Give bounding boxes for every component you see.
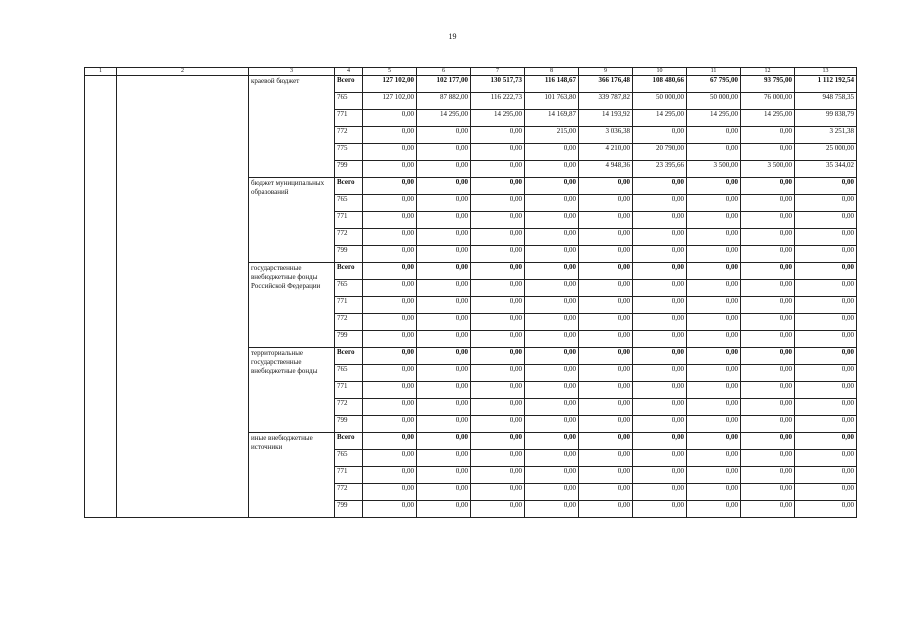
table-row-total <box>85 76 857 93</box>
value-cell: 0,00 <box>741 331 795 348</box>
value-cell: 0,00 <box>633 365 687 382</box>
value-cell: 0,00 <box>795 433 857 450</box>
value-cell: 0,00 <box>687 433 741 450</box>
value-cell: 0,00 <box>687 178 741 195</box>
value-cell: 0,00 <box>633 331 687 348</box>
value-cell: 50 000,00 <box>633 93 687 110</box>
value-cell: 0,00 <box>579 450 633 467</box>
value-cell: 0,00 <box>795 501 857 518</box>
value-cell: 0,00 <box>633 178 687 195</box>
column-header: 1 <box>85 68 117 76</box>
value-cell: 0,00 <box>579 246 633 263</box>
value-cell: 0,00 <box>633 348 687 365</box>
value-cell: 0,00 <box>579 229 633 246</box>
value-cell: 0,00 <box>471 246 525 263</box>
row-code: 799 <box>335 246 363 263</box>
value-cell: 0,00 <box>741 178 795 195</box>
value-cell: 14 295,00 <box>741 110 795 127</box>
value-cell: 0,00 <box>687 280 741 297</box>
value-cell: 0,00 <box>471 365 525 382</box>
funding-source: территориальные государственные внебюджетные фонды <box>249 348 335 433</box>
value-cell: 0,00 <box>633 246 687 263</box>
value-cell: 0,00 <box>579 297 633 314</box>
value-cell: 0,00 <box>687 297 741 314</box>
value-cell: 0,00 <box>417 144 471 161</box>
value-cell: 0,00 <box>471 416 525 433</box>
value-cell: 0,00 <box>741 416 795 433</box>
value-cell: 0,00 <box>417 178 471 195</box>
row-code: 765 <box>335 280 363 297</box>
value-cell: 0,00 <box>687 450 741 467</box>
row-code: 765 <box>335 195 363 212</box>
value-cell: 0,00 <box>417 501 471 518</box>
value-cell: 0,00 <box>741 382 795 399</box>
value-cell: 23 395,66 <box>633 161 687 178</box>
value-cell: 0,00 <box>633 297 687 314</box>
row-code: 772 <box>335 127 363 144</box>
value-cell: 0,00 <box>579 501 633 518</box>
column-header: 8 <box>525 68 579 76</box>
value-cell: 108 480,66 <box>633 76 687 93</box>
value-cell: 0,00 <box>525 229 579 246</box>
value-cell: 0,00 <box>741 484 795 501</box>
row-code: 772 <box>335 399 363 416</box>
value-cell: 0,00 <box>579 212 633 229</box>
value-cell: 0,00 <box>363 195 417 212</box>
value-cell: 0,00 <box>795 416 857 433</box>
value-cell: 0,00 <box>363 161 417 178</box>
value-cell: 0,00 <box>417 467 471 484</box>
row-code: 799 <box>335 416 363 433</box>
column-header: 7 <box>471 68 525 76</box>
value-cell: 93 795,00 <box>741 76 795 93</box>
value-cell: 116 222,73 <box>471 93 525 110</box>
value-cell: 0,00 <box>795 178 857 195</box>
value-cell: 0,00 <box>741 399 795 416</box>
value-cell: 0,00 <box>525 246 579 263</box>
value-cell: 0,00 <box>633 229 687 246</box>
value-cell: 0,00 <box>525 144 579 161</box>
value-cell: 0,00 <box>417 433 471 450</box>
value-cell: 0,00 <box>525 178 579 195</box>
value-cell: 67 795,00 <box>687 76 741 93</box>
value-cell: 0,00 <box>417 127 471 144</box>
row-code: 772 <box>335 229 363 246</box>
funding-source: иные внебюджетные источники <box>249 433 335 518</box>
value-cell: 0,00 <box>471 229 525 246</box>
value-cell: 0,00 <box>687 314 741 331</box>
row-code: 765 <box>335 365 363 382</box>
value-cell: 0,00 <box>525 365 579 382</box>
value-cell: 14 295,00 <box>687 110 741 127</box>
value-cell: 0,00 <box>525 484 579 501</box>
value-cell: 0,00 <box>363 416 417 433</box>
value-cell: 0,00 <box>471 450 525 467</box>
value-cell: 0,00 <box>579 433 633 450</box>
value-cell: 14 295,00 <box>471 110 525 127</box>
value-cell: 0,00 <box>471 501 525 518</box>
value-cell: 0,00 <box>525 314 579 331</box>
value-cell: 366 176,48 <box>579 76 633 93</box>
value-cell: 0,00 <box>363 263 417 280</box>
value-cell: 0,00 <box>363 433 417 450</box>
value-cell: 0,00 <box>417 280 471 297</box>
row-code: 771 <box>335 212 363 229</box>
value-cell: 0,00 <box>525 467 579 484</box>
value-cell: 0,00 <box>525 450 579 467</box>
column-header: 13 <box>795 68 857 76</box>
column-header: 10 <box>633 68 687 76</box>
value-cell: 0,00 <box>363 297 417 314</box>
value-cell: 0,00 <box>795 212 857 229</box>
value-cell: 4 210,00 <box>579 144 633 161</box>
value-cell: 0,00 <box>363 127 417 144</box>
row-code: Всего <box>335 263 363 280</box>
value-cell: 0,00 <box>417 314 471 331</box>
col1-cell <box>85 76 117 518</box>
value-cell: 0,00 <box>363 110 417 127</box>
value-cell: 20 790,00 <box>633 144 687 161</box>
value-cell: 0,00 <box>525 433 579 450</box>
value-cell: 0,00 <box>363 212 417 229</box>
column-header: 11 <box>687 68 741 76</box>
row-code: 771 <box>335 110 363 127</box>
budget-table <box>84 67 857 518</box>
value-cell: 130 517,73 <box>471 76 525 93</box>
value-cell: 0,00 <box>525 399 579 416</box>
value-cell: 87 882,00 <box>417 93 471 110</box>
column-header: 3 <box>249 68 335 76</box>
value-cell: 0,00 <box>633 416 687 433</box>
row-code: 799 <box>335 161 363 178</box>
value-cell: 0,00 <box>579 399 633 416</box>
value-cell: 0,00 <box>471 212 525 229</box>
value-cell: 14 295,00 <box>633 110 687 127</box>
value-cell: 0,00 <box>363 365 417 382</box>
value-cell: 0,00 <box>687 212 741 229</box>
value-cell: 0,00 <box>363 178 417 195</box>
value-cell: 0,00 <box>363 331 417 348</box>
value-cell: 0,00 <box>687 229 741 246</box>
value-cell: 0,00 <box>471 161 525 178</box>
column-number-row <box>85 68 857 76</box>
value-cell: 0,00 <box>687 399 741 416</box>
value-cell: 0,00 <box>417 161 471 178</box>
value-cell: 0,00 <box>417 195 471 212</box>
value-cell: 339 787,82 <box>579 93 633 110</box>
value-cell: 0,00 <box>525 280 579 297</box>
value-cell: 0,00 <box>795 331 857 348</box>
value-cell: 0,00 <box>363 467 417 484</box>
value-cell: 0,00 <box>795 399 857 416</box>
value-cell: 0,00 <box>633 484 687 501</box>
value-cell: 35 344,02 <box>795 161 857 178</box>
value-cell: 0,00 <box>579 280 633 297</box>
value-cell: 0,00 <box>687 365 741 382</box>
value-cell: 99 838,79 <box>795 110 857 127</box>
value-cell: 127 102,00 <box>363 93 417 110</box>
row-code: Всего <box>335 76 363 93</box>
value-cell: 0,00 <box>471 382 525 399</box>
value-cell: 0,00 <box>417 399 471 416</box>
value-cell: 0,00 <box>471 263 525 280</box>
value-cell: 0,00 <box>363 382 417 399</box>
value-cell: 0,00 <box>795 195 857 212</box>
value-cell: 14 193,92 <box>579 110 633 127</box>
value-cell: 3 500,00 <box>741 161 795 178</box>
value-cell: 0,00 <box>687 348 741 365</box>
value-cell: 0,00 <box>417 297 471 314</box>
funding-source: бюджет муниципальных образований <box>249 178 335 263</box>
value-cell: 0,00 <box>741 314 795 331</box>
column-header: 5 <box>363 68 417 76</box>
value-cell: 0,00 <box>741 280 795 297</box>
value-cell: 0,00 <box>579 331 633 348</box>
value-cell: 116 148,67 <box>525 76 579 93</box>
value-cell: 0,00 <box>741 246 795 263</box>
value-cell: 0,00 <box>525 263 579 280</box>
value-cell: 0,00 <box>471 484 525 501</box>
value-cell: 0,00 <box>525 297 579 314</box>
row-code: 775 <box>335 144 363 161</box>
value-cell: 102 177,00 <box>417 76 471 93</box>
value-cell: 0,00 <box>795 297 857 314</box>
value-cell: 0,00 <box>525 212 579 229</box>
value-cell: 0,00 <box>417 450 471 467</box>
value-cell: 0,00 <box>579 416 633 433</box>
value-cell: 0,00 <box>471 280 525 297</box>
value-cell: 0,00 <box>795 314 857 331</box>
value-cell: 0,00 <box>525 382 579 399</box>
value-cell: 0,00 <box>741 297 795 314</box>
value-cell: 0,00 <box>363 229 417 246</box>
value-cell: 0,00 <box>471 195 525 212</box>
value-cell: 0,00 <box>741 144 795 161</box>
value-cell: 0,00 <box>579 314 633 331</box>
value-cell: 0,00 <box>579 382 633 399</box>
row-code: 771 <box>335 297 363 314</box>
row-code: 772 <box>335 314 363 331</box>
value-cell: 0,00 <box>687 467 741 484</box>
value-cell: 0,00 <box>363 348 417 365</box>
value-cell: 0,00 <box>471 297 525 314</box>
value-cell: 0,00 <box>417 263 471 280</box>
row-code: 772 <box>335 484 363 501</box>
value-cell: 0,00 <box>363 484 417 501</box>
value-cell: 76 000,00 <box>741 93 795 110</box>
row-code: Всего <box>335 178 363 195</box>
value-cell: 0,00 <box>579 195 633 212</box>
value-cell: 0,00 <box>525 195 579 212</box>
value-cell: 14 295,00 <box>417 110 471 127</box>
value-cell: 0,00 <box>633 212 687 229</box>
value-cell: 0,00 <box>579 348 633 365</box>
table-body <box>85 68 857 518</box>
value-cell: 0,00 <box>417 212 471 229</box>
value-cell: 0,00 <box>633 314 687 331</box>
value-cell: 0,00 <box>363 450 417 467</box>
page-number: 19 <box>448 32 457 41</box>
value-cell: 0,00 <box>417 365 471 382</box>
column-header: 2 <box>117 68 249 76</box>
value-cell: 0,00 <box>741 229 795 246</box>
value-cell: 0,00 <box>471 348 525 365</box>
value-cell: 0,00 <box>525 161 579 178</box>
value-cell: 0,00 <box>633 433 687 450</box>
row-code: 799 <box>335 331 363 348</box>
row-code: 771 <box>335 467 363 484</box>
column-header: 6 <box>417 68 471 76</box>
value-cell: 1 112 192,54 <box>795 76 857 93</box>
funding-source: краевой бюджет <box>249 76 335 178</box>
value-cell: 0,00 <box>795 450 857 467</box>
value-cell: 0,00 <box>417 484 471 501</box>
value-cell: 127 102,00 <box>363 76 417 93</box>
column-header: 9 <box>579 68 633 76</box>
value-cell: 0,00 <box>741 212 795 229</box>
value-cell: 0,00 <box>687 195 741 212</box>
value-cell: 0,00 <box>687 416 741 433</box>
value-cell: 0,00 <box>687 263 741 280</box>
row-code: Всего <box>335 348 363 365</box>
value-cell: 0,00 <box>633 195 687 212</box>
value-cell: 0,00 <box>417 382 471 399</box>
value-cell: 3 036,38 <box>579 127 633 144</box>
value-cell: 0,00 <box>363 314 417 331</box>
value-cell: 0,00 <box>471 331 525 348</box>
value-cell: 0,00 <box>633 263 687 280</box>
value-cell: 0,00 <box>579 484 633 501</box>
value-cell: 0,00 <box>687 127 741 144</box>
value-cell: 948 758,35 <box>795 93 857 110</box>
value-cell: 0,00 <box>741 348 795 365</box>
value-cell: 101 763,80 <box>525 93 579 110</box>
value-cell: 0,00 <box>417 246 471 263</box>
value-cell: 0,00 <box>741 467 795 484</box>
value-cell: 0,00 <box>795 246 857 263</box>
row-code: 771 <box>335 382 363 399</box>
value-cell: 0,00 <box>471 399 525 416</box>
value-cell: 25 000,00 <box>795 144 857 161</box>
value-cell: 0,00 <box>363 399 417 416</box>
column-header: 12 <box>741 68 795 76</box>
value-cell: 0,00 <box>471 467 525 484</box>
value-cell: 0,00 <box>633 501 687 518</box>
value-cell: 0,00 <box>471 144 525 161</box>
value-cell: 4 948,36 <box>579 161 633 178</box>
value-cell: 0,00 <box>525 331 579 348</box>
value-cell: 0,00 <box>795 484 857 501</box>
value-cell: 0,00 <box>741 433 795 450</box>
row-code: 765 <box>335 93 363 110</box>
value-cell: 0,00 <box>741 195 795 212</box>
value-cell: 0,00 <box>687 246 741 263</box>
value-cell: 0,00 <box>687 144 741 161</box>
value-cell: 50 000,00 <box>687 93 741 110</box>
value-cell: 0,00 <box>417 416 471 433</box>
value-cell: 3 500,00 <box>687 161 741 178</box>
column-header: 4 <box>335 68 363 76</box>
value-cell: 0,00 <box>471 433 525 450</box>
value-cell: 0,00 <box>795 365 857 382</box>
value-cell: 215,00 <box>525 127 579 144</box>
value-cell: 0,00 <box>579 178 633 195</box>
value-cell: 0,00 <box>633 127 687 144</box>
value-cell: 0,00 <box>525 348 579 365</box>
value-cell: 0,00 <box>471 127 525 144</box>
value-cell: 14 169,87 <box>525 110 579 127</box>
value-cell: 0,00 <box>363 246 417 263</box>
value-cell: 0,00 <box>363 280 417 297</box>
value-cell: 0,00 <box>471 178 525 195</box>
value-cell: 0,00 <box>687 484 741 501</box>
value-cell: 0,00 <box>687 501 741 518</box>
value-cell: 0,00 <box>417 229 471 246</box>
value-cell: 0,00 <box>579 263 633 280</box>
value-cell: 0,00 <box>795 348 857 365</box>
col2-cell <box>117 76 249 518</box>
value-cell: 0,00 <box>525 416 579 433</box>
value-cell: 0,00 <box>525 501 579 518</box>
value-cell: 0,00 <box>363 501 417 518</box>
value-cell: 0,00 <box>471 314 525 331</box>
value-cell: 0,00 <box>795 382 857 399</box>
value-cell: 0,00 <box>633 280 687 297</box>
value-cell: 0,00 <box>741 501 795 518</box>
value-cell: 0,00 <box>417 331 471 348</box>
value-cell: 0,00 <box>795 280 857 297</box>
value-cell: 0,00 <box>741 365 795 382</box>
value-cell: 3 251,38 <box>795 127 857 144</box>
value-cell: 0,00 <box>795 229 857 246</box>
value-cell: 0,00 <box>363 144 417 161</box>
value-cell: 0,00 <box>795 263 857 280</box>
value-cell: 0,00 <box>795 467 857 484</box>
value-cell: 0,00 <box>687 331 741 348</box>
value-cell: 0,00 <box>633 450 687 467</box>
row-code: Всего <box>335 433 363 450</box>
value-cell: 0,00 <box>579 467 633 484</box>
value-cell: 0,00 <box>741 450 795 467</box>
row-code: 799 <box>335 501 363 518</box>
funding-source: государственные внебюджетные фонды Российской Федерации <box>249 263 335 348</box>
value-cell: 0,00 <box>579 365 633 382</box>
value-cell: 0,00 <box>633 382 687 399</box>
value-cell: 0,00 <box>633 399 687 416</box>
value-cell: 0,00 <box>417 348 471 365</box>
value-cell: 0,00 <box>687 382 741 399</box>
value-cell: 0,00 <box>741 127 795 144</box>
row-code: 765 <box>335 450 363 467</box>
value-cell: 0,00 <box>633 467 687 484</box>
value-cell: 0,00 <box>741 263 795 280</box>
